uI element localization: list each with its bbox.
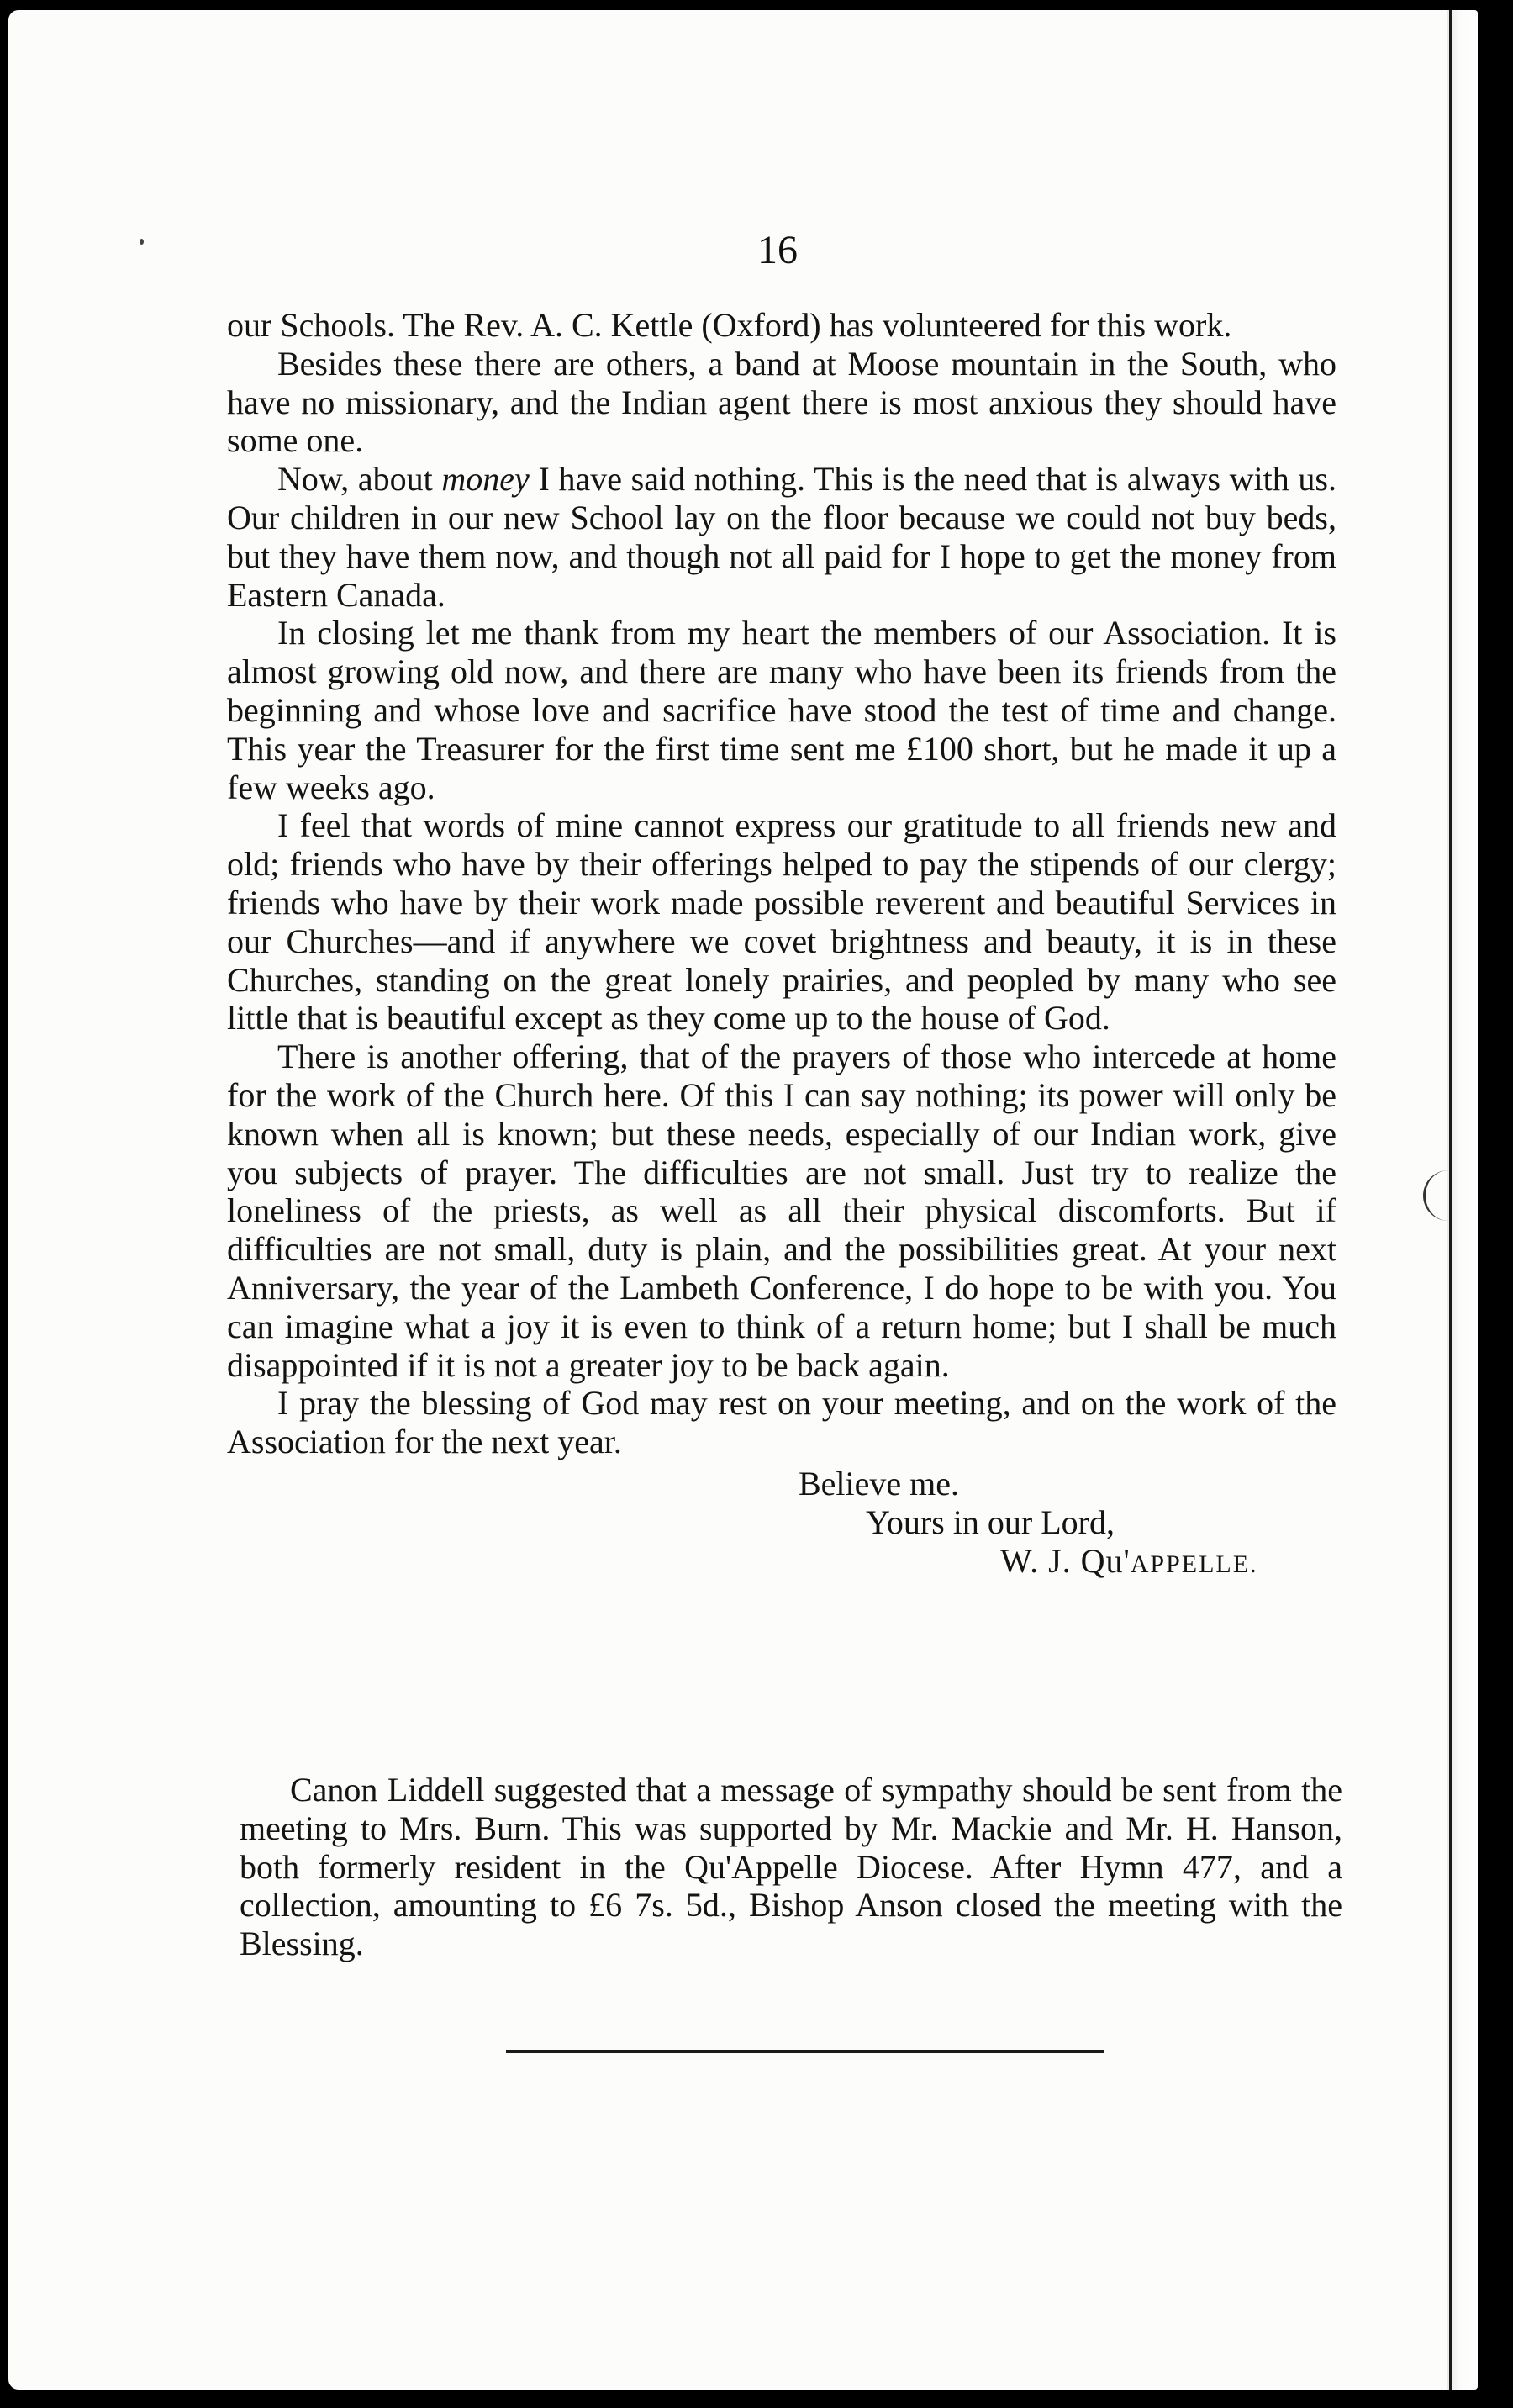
page-number: 16: [757, 228, 798, 272]
letter-paragraph-2: Besides these there are others, a band at Moose mountain in the South, who have no missionary, and the Indian agent there is most anxious they should have some one.: [227, 344, 1336, 460]
binding-notch: [1423, 1170, 1449, 1221]
binding-edge-line: [1449, 10, 1452, 2390]
letter-paragraph-4: In closing let me thank from my heart the members of our Association. It is almost growing old now, and there are many who have been its friends from the beginning and whose love and sacrifice have stood the test of time and change. This year the Treasurer for the first time sent me £100 short, but he made it up a few weeks ago.: [227, 614, 1336, 806]
letter-paragraph-5: I feel that words of mine cannot express our gratitude to all friends new and old; friends who have by their offerings helped to pay the stipends of our clergy; friends who have by their work made possible reverent and beautiful Services in our Churches—and if anywhere we covet brightness and beauty, it is in these Churches, standing on the great lonely prairies, and peopled by many who see little that is beautiful except as they come up to the house of God.: [227, 806, 1336, 1038]
section-end-rule: [506, 2050, 1104, 2053]
signoff-yours: Yours in our Lord,: [866, 1502, 1115, 1541]
paragraph-3-start: Now, about: [277, 460, 442, 499]
signoff-believe: Believe me.: [799, 1464, 960, 1502]
signature-surname: APPELLE.: [1130, 1550, 1258, 1578]
letter-paragraph-6: There is another offering, that of the prayers of those who intercede at home for the work of the Church here. Of this I can say nothing; its power will only be known when all is known; but these needs, especially of our Indian work, give you subjects of prayer. The difficulties are not small. Just try to realize the loneliness of the priests, as well as all their physical discomforts. But if difficulties are not small, duty is plain, and the possibilities great. At your next Anniversary, the year of the Lambeth Conference, I do hope to be with you. You can imagine what a joy it is even to think of a return home; but I shall be much disappointed if it is not a greater joy to be back again.: [227, 1038, 1336, 1384]
emphasized-word-money: money: [441, 460, 530, 499]
scanned-page: [8, 10, 1478, 2390]
letter-paragraph-1: our Schools. The Rev. A. C. Kettle (Oxford) has volunteered for this work.: [227, 306, 1232, 344]
signature: [227, 1542, 1336, 1584]
signature-initials: W. J. Qu': [1000, 1541, 1131, 1580]
letter-signoff: [227, 1465, 1336, 1583]
letter-paragraph-3: [227, 460, 1336, 614]
meeting-closing-paragraph: Canon Liddell suggested that a message of sympathy should be sent from the meeting to Mrs. Burn. This was supported by Mr. Mackie and Mr. H. Hanson, both formerly resident in the Qu'Appelle Diocese. After Hymn 477, and a collection, amounting to £6 7s. 5d., Bishop Anson closed the meeting with the Blessing.: [240, 1771, 1342, 1963]
letter-paragraph-7: I pray the blessing of God may rest on your meeting, and on the work of the Association for the next year.: [227, 1384, 1336, 1461]
paragraph-3-rest: I have said nothing. This is the need that is always with us. Our children in our new School lay on the floor because we could not buy beds, but they have them now, and though not all paid for I hope to get the money from Eastern Canada.: [227, 460, 1336, 614]
letter-body: [227, 306, 1336, 1583]
